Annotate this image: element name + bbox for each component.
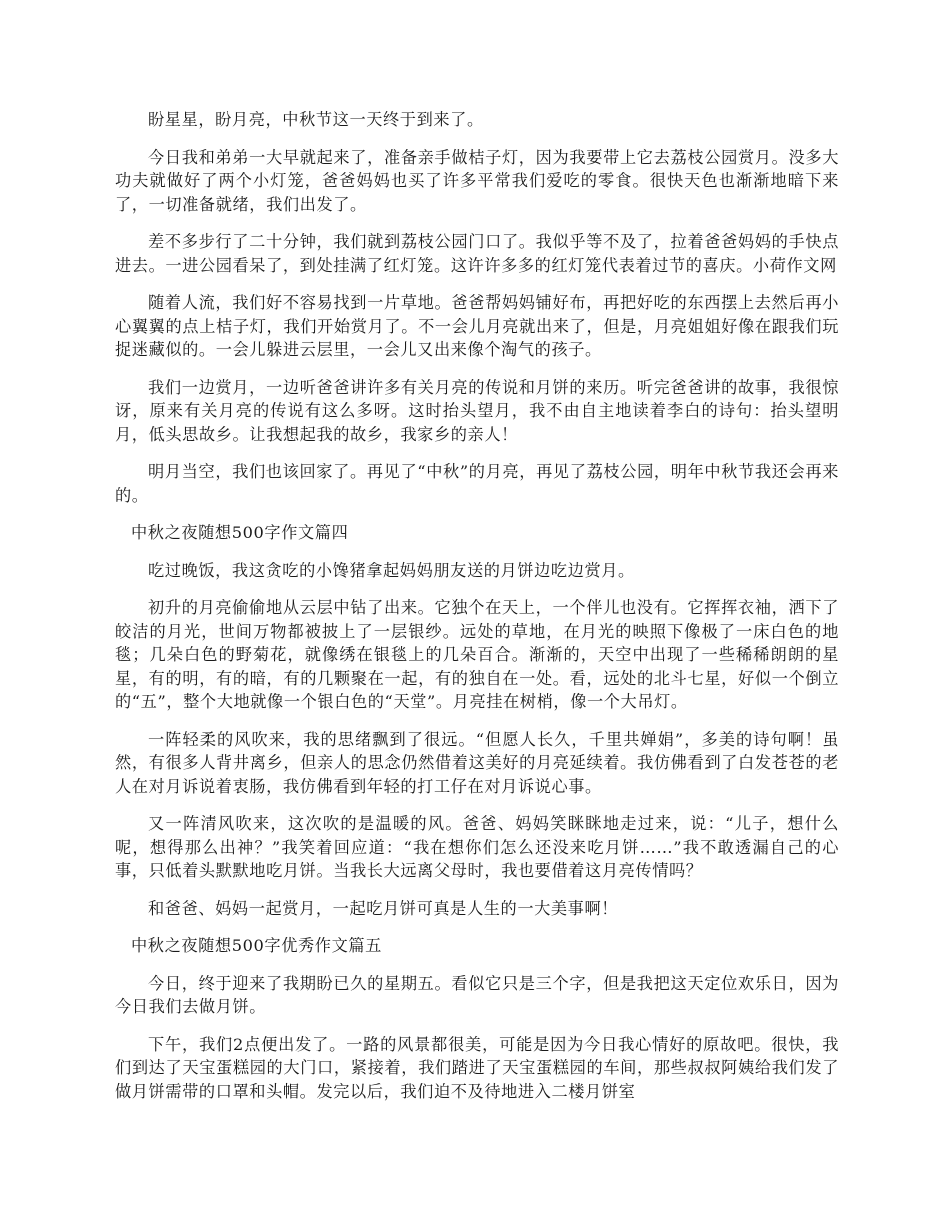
article-body [115, 108, 839, 1117]
paragraph-13: 下午，我们2点便出发了。一路的风景都很美，可能是因为今日我心情好的原故吧。很快，我们到达了天宝蛋糕园的大门口，紧接着，我们踏进了天宝蛋糕园的车间，那些叔叔阿姨给我们发了做月饼需带的口罩和头帽。发完以后，我们迫不及待地进入二楼月饼室 [115, 1034, 839, 1101]
paragraph-10: 又一阵清风吹来，这次吹的是温暖的风。爸爸、妈妈笑眯眯地走过来，说：“儿子，想什么呢，想得那么出神？”我笑着回应道：“我在想你们怎么还没来吃月饼……”我不敢透漏自己的心事，只低着头默默地吃月饼。当我长大远离父母时，我也要借着这月亮传情吗？ [115, 814, 839, 880]
paragraph-9: 一阵轻柔的风吹来，我的思绪飘到了很远。“但愿人长久，千里共婵娟”，多美的诗句啊！虽然，有很多人背井离乡，但亲人的思念仍然借着这美好的月亮延续着。我仿佛看到了白发苍苍的老人在对月诉说着衷肠，我仿佛看到年轻的打工仔在对月诉说心事。 [115, 729, 839, 796]
paragraph-12: 今日，终于迎来了我期盼已久的星期五。看似它只是三个字，但是我把这天定位欢乐日，因为今日我们去做月饼。 [115, 973, 839, 1016]
paragraph-4: 随着人流，我们好不容易找到一片草地。爸爸帮妈妈铺好布，再把好吃的东西摆上去然后再小心翼翼的点上桔子灯，我们开始赏月了。不一会儿月亮就出来了，但是，月亮姐姐好像在跟我们玩捉迷藏似的。一会儿躲进云层里，一会儿又出来像个淘气的孩子。 [115, 293, 839, 359]
paragraph-3: 差不多步行了二十分钟，我们就到荔枝公园门口了。我似乎等不及了，拉着爸爸妈妈的手快点进去。一进公园看呆了，到处挂满了红灯笼。这许许多多的红灯笼代表着过节的喜庆。小荷作文网 [115, 232, 839, 275]
paragraph-6: 明月当空，我们也该回家了。再见了“中秋”的月亮，再见了荔枝公园，明年中秋节我还会再来的。 [115, 462, 839, 505]
paragraph-8: 初升的月亮偷偷地从云层中钻了出来。它独个在天上，一个伴儿也没有。它挥挥衣袖，洒下了皎洁的月光，世间万物都被披上了一层银纱。远处的草地，在月光的映照下像极了一床白色的地毯；几朵白色的野菊花，就像绣在银毯上的几朵百合。渐渐的，天空中出现了一些稀稀朗朗的星星，有的明，有的暗，有的几颗聚在一起，有的独自在一处。看，远处的北斗七星，好似一个倒立的“五”，整个大地就像一个银白色的“天堂”。月亮挂在树梢，像一个大吊灯。 [115, 598, 839, 711]
paragraph-11: 和爸爸、妈妈一起赏月，一起吃月饼可真是人生的一大美事啊！ [148, 898, 619, 918]
section-heading-5: 中秋之夜随想500字优秀作文篇五 [131, 936, 382, 955]
paragraph-2: 今日我和弟弟一大早就起来了，准备亲手做桔子灯，因为我要带上它去荔枝公园赏月。没多大功夫就做好了两个小灯笼，爸爸妈妈也买了许多平常我们爱吃的零食。很快天色也渐渐地暗下来了，一切准备就绪，我们出发了。 [115, 147, 839, 214]
paragraph-5: 我们一边赏月，一边听爸爸讲许多有关月亮的传说和月饼的来历。听完爸爸讲的故事，我很惊讶，原来有关月亮的传说有这么多呀。这时抬头望月，我不由自主地读着李白的诗句：抬头望明月，低头思故乡。让我想起我的故乡，我家乡的亲人！ [115, 377, 839, 444]
paragraph-7: 吃过晚饭，我这贪吃的小馋猪拿起妈妈朋友送的月饼边吃边赏月。 [148, 560, 635, 580]
paragraph-1: 盼星星，盼月亮，中秋节这一天终于到来了。 [148, 110, 484, 129]
section-heading-4: 中秋之夜随想500字作文篇四 [131, 523, 349, 542]
